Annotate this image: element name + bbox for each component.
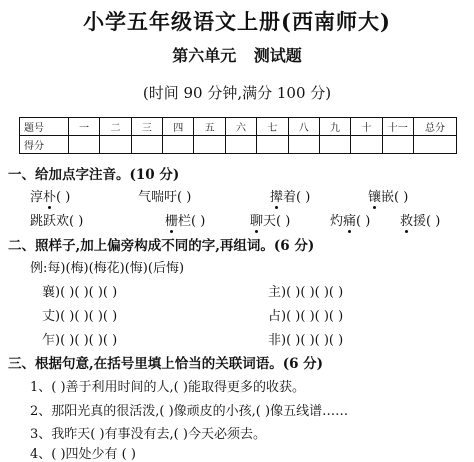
pinyin-item: [368, 186, 408, 205]
item-text: 淳: [30, 190, 44, 205]
score-cell: [382, 136, 413, 154]
dotted-char: 撵: [270, 186, 283, 205]
score-col: 二: [100, 118, 131, 136]
example-line: 例:每)(梅)(梅花)(悔)(后悔): [30, 261, 185, 276]
section-1-title: 一、给加点字注音。(10 分): [8, 167, 180, 183]
answer-blank[interactable]: 天( ): [263, 214, 291, 229]
score-cell: [319, 136, 350, 154]
answer-blanks[interactable]: )( )( )( )( ): [55, 333, 118, 348]
radical-row: [268, 281, 343, 300]
score-col: 五: [194, 118, 225, 136]
score-cell: [163, 136, 194, 154]
score-cell: [100, 136, 131, 154]
score-col: 六: [225, 118, 256, 136]
fill-in-sentence[interactable]: 1、( )善于利用时间的人,( )能取得更多的收获。: [30, 380, 305, 395]
pinyin-item: [400, 210, 440, 229]
pinyin-item: [250, 210, 290, 229]
answer-blank[interactable]: 栏( ): [178, 214, 206, 229]
fill-in-sentence[interactable]: 2、那阳光真的很活泼,( )像顽皮的小孩,( )像五线谱……: [30, 404, 349, 419]
score-cell: [257, 136, 288, 154]
radical-row: [42, 329, 117, 348]
fill-in-sentence[interactable]: 3、我昨天( )有事没有去,( )今天必须去。: [30, 427, 266, 442]
answer-blank[interactable]: ( ): [69, 214, 84, 229]
score-col: 七: [257, 118, 288, 136]
answer-blank[interactable]: 着( ): [283, 190, 311, 205]
dotted-char: 朴: [43, 186, 56, 205]
score-table-header-row: [20, 118, 457, 136]
pinyin-item: [330, 210, 370, 229]
base-char: 乍: [42, 333, 56, 348]
dotted-char: 痛: [343, 210, 356, 229]
score-col: 三: [131, 118, 162, 136]
answer-blank[interactable]: ( ): [56, 190, 71, 205]
answer-blanks[interactable]: )( )( )( )( ): [55, 309, 118, 324]
answer-blank[interactable]: ( ): [177, 190, 192, 205]
page-title: 小学五年级语文上册(西南师大): [83, 9, 391, 34]
pinyin-item: [30, 186, 70, 205]
section-2-title: 二、照样子,加上偏旁构成不同的字,再组词。(6 分): [8, 238, 315, 254]
answer-blanks[interactable]: )( )( )( )( ): [55, 285, 118, 300]
score-table: [19, 117, 457, 154]
answer-blank[interactable]: 嵌( ): [381, 190, 409, 205]
radical-row: [268, 305, 343, 324]
dotted-char: 镶: [368, 186, 381, 205]
fill-in-sentence[interactable]: 4、( )四处少有 ( ): [30, 447, 136, 462]
score-col: 十: [351, 118, 382, 136]
pinyin-item: [270, 186, 310, 205]
base-char: 非: [268, 333, 282, 348]
score-table-score-row: [20, 136, 457, 154]
item-text: 跳跃欢: [30, 214, 70, 229]
item-text: 气喘吁: [138, 190, 178, 205]
score-col: 十一: [382, 118, 413, 136]
answer-blank[interactable]: 援( ): [413, 214, 441, 229]
pinyin-item: [30, 210, 83, 229]
answer-blanks[interactable]: )( )( )( )( ): [281, 309, 344, 324]
score-cell: [194, 136, 225, 154]
score-cell: [288, 136, 319, 154]
base-char: 襄: [42, 285, 56, 300]
answer-blanks[interactable]: )( )( )( )( ): [281, 285, 344, 300]
dotted-char: 救: [400, 210, 413, 229]
score-col: 九: [319, 118, 350, 136]
score-col: 一: [69, 118, 100, 136]
test-label: 测试题: [253, 46, 302, 65]
score-col: 八: [288, 118, 319, 136]
score-col: 四: [163, 118, 194, 136]
base-char: 丈: [42, 309, 56, 324]
unit-subtitle: [0, 43, 474, 66]
radical-row: [42, 281, 117, 300]
item-text: 灼: [330, 214, 344, 229]
radical-row: [268, 329, 343, 348]
base-char: 主: [268, 285, 282, 300]
score-cell: [225, 136, 256, 154]
answer-blanks[interactable]: )( )( )( )( ): [281, 333, 344, 348]
radical-row: [42, 305, 117, 324]
score-cell: [131, 136, 162, 154]
unit-label: 第六单元: [172, 46, 237, 65]
score-row-label: 得分: [20, 136, 69, 154]
score-cell: [69, 136, 100, 154]
score-cell: [351, 136, 382, 154]
pinyin-item: [165, 210, 205, 229]
time-info: (时间 90 分钟,满分 100 分): [142, 84, 332, 102]
section-3-title: 三、根据句意,在括号里填上恰当的关联词语。(6 分): [8, 356, 324, 372]
score-header-label: 题号: [20, 118, 69, 136]
base-char: 占: [268, 309, 282, 324]
score-cell: [414, 136, 457, 154]
score-total-label: 总分: [414, 118, 457, 136]
pinyin-item: [138, 186, 191, 205]
dotted-char: 栅: [165, 210, 178, 229]
answer-blank[interactable]: ( ): [356, 214, 371, 229]
dotted-char: 聊: [250, 210, 263, 229]
